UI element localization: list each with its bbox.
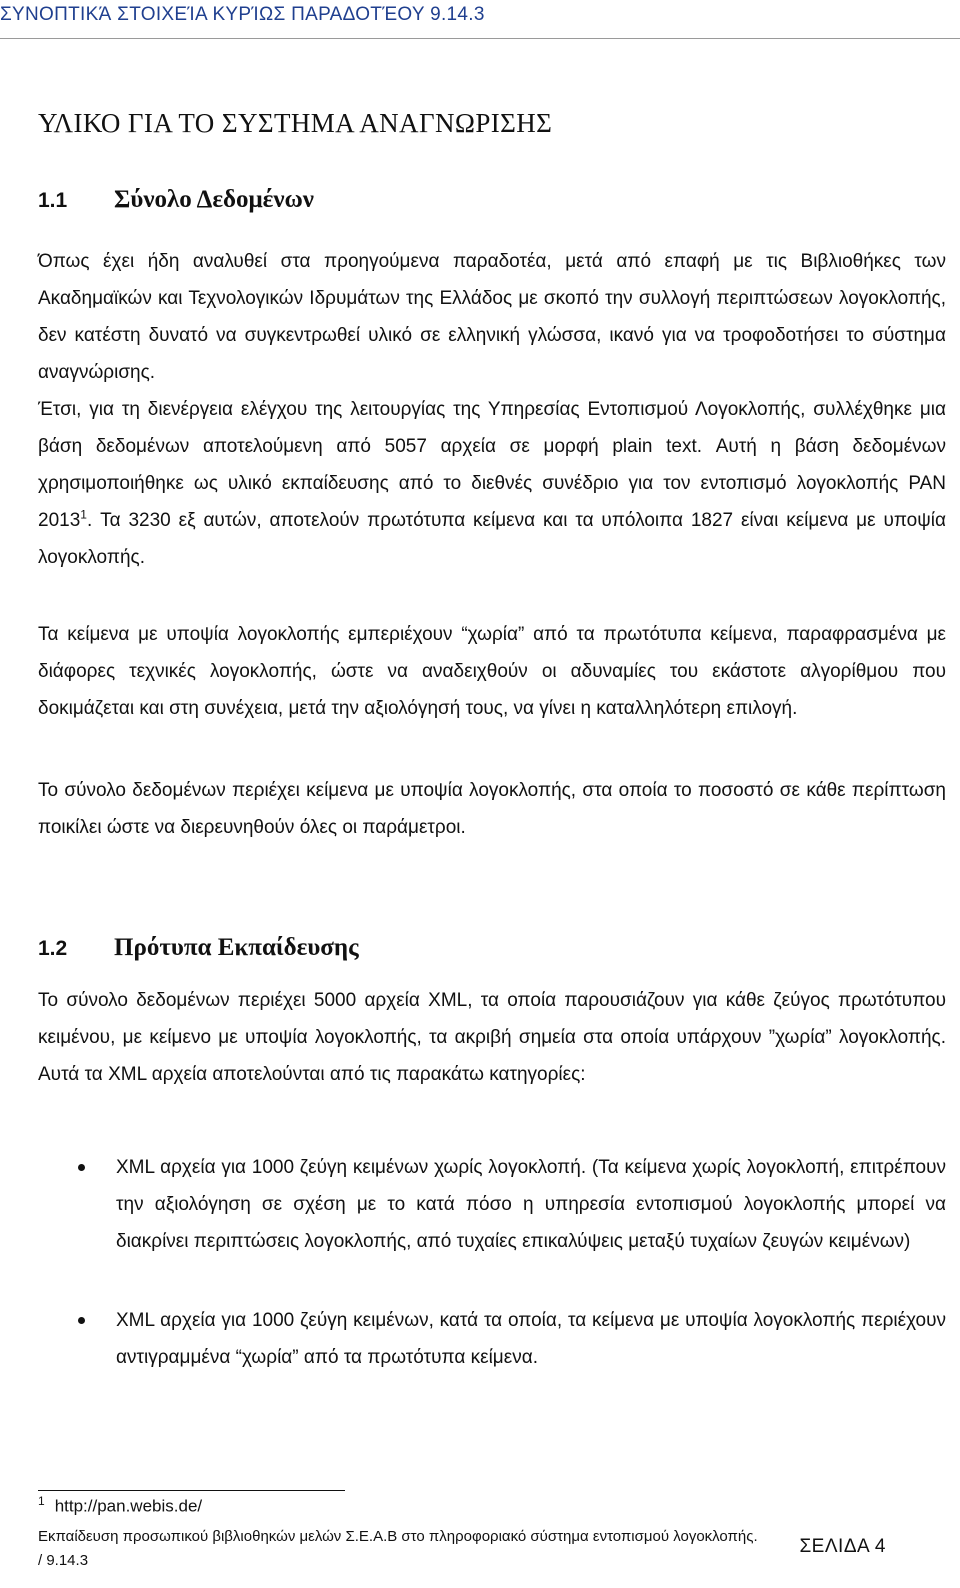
list-item [38, 1149, 946, 1260]
list-item-text: XML αρχεία για 1000 ζεύγη κειμένων, κατά τα οποία, τα κείμενα με υποψία λογοκλοπής περιέχουν αντιγραμμένα “χωρία” από τα πρωτότυπα κείμενα. [116, 1310, 946, 1368]
header-divider [0, 38, 960, 39]
list-item-text: XML αρχεία για 1000 ζεύγη κειμένων χωρίς λογοκλοπή. (Τα κείμενα χωρίς λογοκλοπή, επιτρέπουν την αξιολόγηση σε σχέση με το κατά πόσο η υπηρεσία εντοπισμού λογοκλοπής μπορεί να διακρίνει περιπτώσεις λογοκλοπής, από τυχαίες επικαλύψεις μεταξύ τυχαίων ζευγών κειμένων) [116, 1157, 946, 1252]
bullet-icon [78, 1164, 85, 1171]
footnote-divider [38, 1490, 345, 1491]
footnote-reference: 1 [80, 507, 87, 522]
chapter-title: ΥΛΙΚΟ ΓΙΑ ΤΟ ΣΥΣΤΗΜΑ ΑΝΑΓΝΩΡΙΣΗΣ [38, 108, 553, 138]
paragraph-intro: Όπως έχει ήδη αναλυθεί στα προηγούμενα παραδοτέα, μετά από επαφή με τις Βιβλιοθήκες των Ακαδημαϊκών και Τεχνολογικών Ιδρυμάτων της Ελλάδος με σκοπό την συλλογή περιπτώσεων λογοκλοπής, δεν κατέστη δυνατό να συγκεντρωθεί υλικό σε ελληνική γλώσσα, ικανό για να τροφοδοτήσει το σύστημα αναγνώρισης. [38, 251, 946, 383]
paragraph-dataset-percentage: Το σύνολο δεδομένων περιέχει κείμενα με υποψία λογοκλοπής, στα οποία το ποσοστό σε κάθε περίπτωση ποικίλει ώστε να διερευνηθούν όλες οι παράμετροι. [38, 780, 946, 838]
footnote [38, 1494, 202, 1517]
section-number: 1.1 [38, 189, 68, 212]
page-number: ΣΕΛΙΔΑ 4 [799, 1536, 886, 1557]
list-item [38, 1302, 946, 1376]
section-title: Σύνολο Δεδομένων [114, 186, 314, 213]
category-list [38, 1149, 946, 1376]
section-title: Πρότυπα Εκπαίδευσης [114, 934, 359, 961]
running-header: ΣΥΝΟΠΤΙΚΆ ΣΤΟΙΧΕΊΑ ΚΥΡΊΩΣ ΠΑΡΑΔΟΤΈΟΥ 9.14.3 [0, 4, 485, 25]
bullet-icon [78, 1317, 85, 1324]
paragraph-dataset-part2: . Τα 3230 εξ αυτών, αποτελούν πρωτότυπα κείμενα και τα υπόλοιπα 1827 είναι κείμενα με υποψία λογοκλοπής. [38, 510, 946, 568]
paragraph-dataset-part1: Έτσι, για τη διενέργεια ελέγχου της λειτουργίας της Υπηρεσίας Εντοπισμού Λογοκλοπής, συλλέχθηκε μια βάση δεδομένων αποτελούμενη από 5057 αρχεία σε μορφή plain text. Αυτή η βάση δεδομένων χρησιμοποιήθηκε ως υλικό εκπαίδευσης από το διεθνές συνέδριο για τον εντοπισμό λογοκλοπής PAN 2013 [38, 399, 946, 531]
section-heading-1-2 [38, 934, 359, 962]
section-heading-1-1 [38, 186, 314, 214]
paragraph-dataset [38, 391, 946, 576]
footnote-link[interactable]: http://pan.webis.de/ [54, 1496, 203, 1516]
section-number: 1.2 [38, 937, 68, 960]
paragraph-suspicious-texts: Τα κείμενα με υποψία λογοκλοπής εμπεριέχουν “χωρία” από τα πρωτότυπα κείμενα, παραφρασμένα με διάφορες τεχνικές λογοκλοπής, ώστε να αναδειχθούν οι αδυναμίες του εκάστοτε αλγορίθμου που δοκιμάζεται και στη συνέχεια, μετά την αξιολόγησή τους, να γίνει η καταλληλότερη επιλογή. [38, 624, 946, 719]
paragraph-training-patterns: Το σύνολο δεδομένων περιέχει 5000 αρχεία XML, τα οποία παρουσιάζουν για κάθε ζεύγος πρωτότυπου κειμένου, με κείμενο με υποψία λογοκλοπής, τα ακριβή σημεία στα οποία υπάρχουν ”χωρία” λογοκλοπής. Αυτά τα XML αρχεία αποτελούνται από τις παρακάτω κατηγορίες: [38, 990, 946, 1085]
page-footer-text: Εκπαίδευση προσωπικού βιβλιοθηκών μελών Σ.Ε.Α.Β στο πληροφοριακό σύστημα εντοπισμού λογοκλοπής. / 9.14.3 [38, 1528, 758, 1569]
footnote-marker: 1 [38, 1494, 45, 1508]
